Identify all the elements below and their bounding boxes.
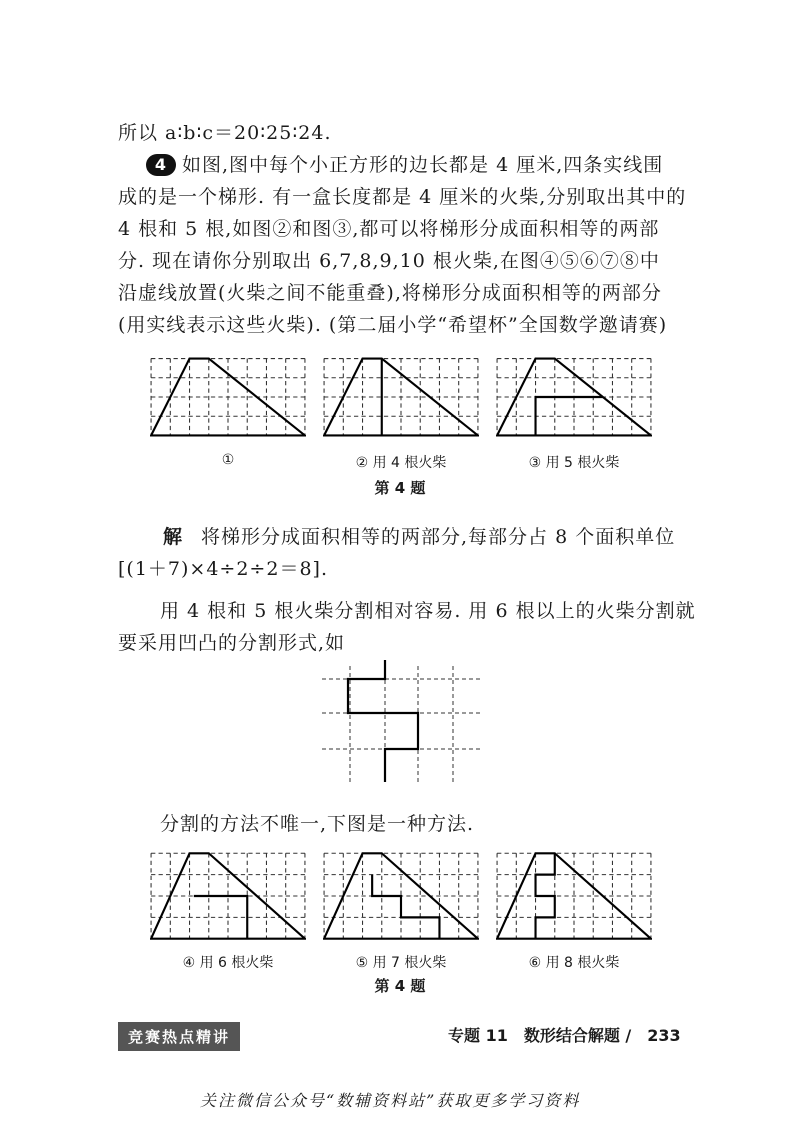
problem-number-badge: 4 (146, 154, 176, 176)
figure-4-grid (150, 851, 306, 941)
solution-line (163, 524, 675, 550)
figure-caption: ① (221, 452, 235, 468)
solution-text: 用 4 根和 5 根火柴分割相对容易. 用 6 根以上的火柴分割就 (160, 600, 696, 622)
figure-caption: ⑤ 用 7 根火柴 (355, 955, 447, 971)
figure-1-grid (150, 355, 306, 439)
concave-convex-example (318, 658, 484, 784)
problem-text: 如图,图中每个小正方形的边长都是 4 厘米,四条实线围 (182, 154, 664, 176)
solution-text: [(1＋7)×4÷2÷2＝8]. (118, 558, 328, 580)
figure-title: 第 4 题 (374, 479, 426, 497)
figure-caption: ③ 用 5 根火柴 (528, 455, 620, 471)
watermark-text: 关注微信公众号“数辅资料站”获取更多学习资料 (200, 1091, 581, 1110)
running-footer (448, 1023, 681, 1046)
problem-line (146, 152, 663, 178)
solution-text: 将梯形分成面积相等的两部分,每部分占 8 个面积单位 (201, 526, 676, 548)
problem-text: 成的是一个梯形. 有一盒长度都是 4 厘米的火柴,分别取出其中的 (118, 186, 687, 208)
page-number: 233 (647, 1026, 681, 1045)
figure-6-grid (496, 851, 652, 941)
figure-title: 第 4 题 (374, 977, 426, 995)
figure-caption: ② 用 4 根火柴 (355, 455, 447, 471)
problem-text: (用实线表示这些火柴). (第二届小学“希望杯”全国数学邀请赛) (118, 314, 668, 336)
chapter-title: 专题 11 数形结合解题 / (448, 1026, 632, 1045)
figure-3-grid (496, 355, 652, 439)
figure-5-grid (323, 851, 479, 941)
figure-caption: ⑥ 用 8 根火柴 (528, 955, 620, 971)
section-banner: 竞赛热点精讲 (118, 1022, 240, 1051)
text-line: 所以 a∶b∶c＝20∶25∶24. (118, 122, 332, 144)
figure-caption: ④ 用 6 根火柴 (182, 955, 274, 971)
solution-text: 分割的方法不唯一,下图是一种方法. (160, 813, 475, 835)
problem-text: 分. 现在请你分别取出 6,7,8,9,10 根火柴,在图④⑤⑥⑦⑧中 (118, 250, 660, 272)
figure-2-grid (323, 355, 479, 439)
solution-text: 要采用凹凸的分割形式,如 (118, 632, 346, 654)
solution-label: 解 (163, 526, 184, 548)
problem-text: 沿虚线放置(火柴之间不能重叠),将梯形分成面积相等的两部分 (118, 282, 662, 304)
problem-text: 4 根和 5 根,如图②和图③,都可以将梯形分成面积相等的两部 (118, 218, 660, 240)
